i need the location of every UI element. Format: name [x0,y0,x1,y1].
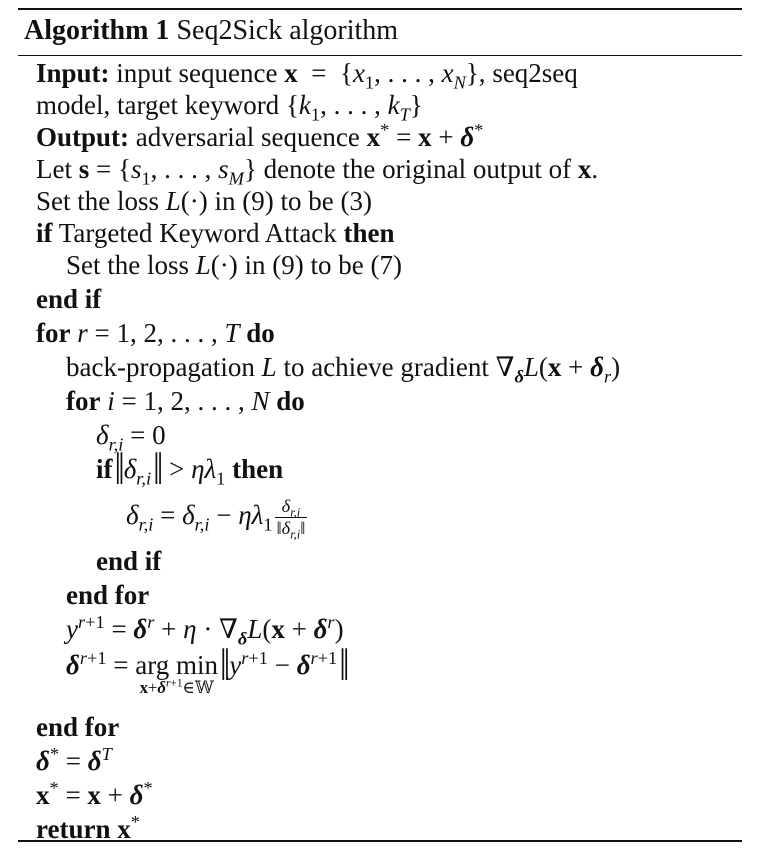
line-output [36,122,483,152]
output-math: x* = x + δ* [366,120,484,152]
line-model [36,90,423,125]
then-keyword-inner: then [232,454,284,484]
line-end-if-inner [96,546,161,576]
output-keyword: Output: [36,122,130,152]
loss-math-2: L(·) [195,250,238,280]
then-keyword: then [343,218,395,248]
y-update-math: $y^{r+1} = \delta^r + \eta \cdot \nabla_\delta L(x + \delta^r)$ [66,612,344,649]
line-let [36,154,599,189]
for-keyword-inner: for [66,386,101,416]
line-set-loss-targeted [66,250,402,280]
algorithm-caption [18,10,742,48]
backprop-text-b: to achieve gradient [283,352,489,382]
set-loss-text: Set the loss [36,186,160,216]
do-keyword-inner: do [276,386,305,416]
caption-label: Algorithm 1 [24,15,170,46]
backprop-L: L [261,352,277,382]
x-star-math: x* = x + δ* [36,778,153,810]
end-for-keyword-outer: end for [36,712,120,742]
for-r-math: r = 1, 2, . . . , T [77,318,240,348]
caption-rule [18,55,742,56]
if-condition: Targeted Keyword Attack [58,218,337,248]
line-delta-star [36,746,112,776]
end-for-keyword-inner: end for [66,580,150,610]
let-text: Let [36,154,72,184]
line-end-if [36,284,101,314]
line-input [36,58,578,93]
return-keyword: return [36,814,111,844]
line-for-r [36,318,275,348]
norm-condition-math: $‖\delta_{r,i}‖ > \eta\lambda_1$ [114,444,226,494]
delta-zero-math: $\delta_{r,i} = 0$ [96,420,166,455]
input-math: $x = \{x_1$, . . . , $x_N$}, [284,58,486,93]
line-if-targeted [36,218,395,248]
equation-ref-7: (7) [370,250,402,280]
delta-star-math: $\delta^* = \delta^T$ [36,744,112,776]
if-keyword-inner: if [96,454,113,484]
end-if-keyword: end if [36,284,102,314]
end-if-keyword-inner: end if [96,546,162,576]
input-text: input sequence [116,58,278,88]
algorithm-box [18,8,742,56]
shrink-update-math: $\delta_{r,i} = \delta_{r,i} - \eta\lambda_1$ $\frac{\delta_{r,i}}{‖\delta_{r,i}‖}$ [126,496,306,542]
argmin-operator [135,650,218,698]
caption-title: Seq2Sick algorithm [176,15,399,46]
input-keyword: Input: [36,58,110,88]
if-keyword: if [36,218,53,248]
let-text-b: denote the original output of [263,154,572,184]
input-text-seq2seq: seq2seq [492,58,578,88]
do-keyword: do [246,318,275,348]
delta-projection-rhs: $‖y^{r+1}$ − $\delta^{r+1}‖$ [220,640,347,690]
output-text: adversarial sequence [135,122,360,152]
line-delta-projection [66,640,348,698]
set-loss-text-2: Set the loss [66,250,190,280]
line-end-for-inner [66,580,149,610]
argmin-constraint: $x+\delta^{r+1}\in 𝕎$ [139,677,214,697]
model-text: model, target keyword [36,90,280,120]
line-x-star [36,780,153,810]
bottom-rule [18,840,742,842]
let-x: x. [577,154,599,184]
set-loss-text-b-2: in (9) to be [244,250,364,280]
line-backprop [66,352,621,387]
line-if-norm [96,444,284,494]
set-loss-text-b: in (9) to be [214,186,334,216]
delta-projection-lhs: $\delta^{r+1}$ = [66,648,136,680]
line-shrink-update [126,496,309,542]
return-value-math: x* [117,812,140,844]
for-keyword: for [36,318,71,348]
equation-ref-3: (3) [340,186,372,216]
line-end-for-outer [36,712,119,742]
gradient-math: $\nabla_\delta L(x + \delta_r)$ [495,352,621,387]
backprop-text: back-propagation [66,352,255,382]
let-math: $s = \{s_1$, . . . , $s_M$} [78,154,257,189]
line-set-loss-default [36,186,372,216]
line-y-update [66,612,344,649]
argmin-label: arg min [135,650,219,680]
line-for-i [66,386,305,416]
keyword-math: {$k_1$, . . . , $k_T$} [285,90,423,125]
for-i-math: i = 1, 2, . . . , N [107,386,270,416]
loss-math: L(·) [165,186,208,216]
